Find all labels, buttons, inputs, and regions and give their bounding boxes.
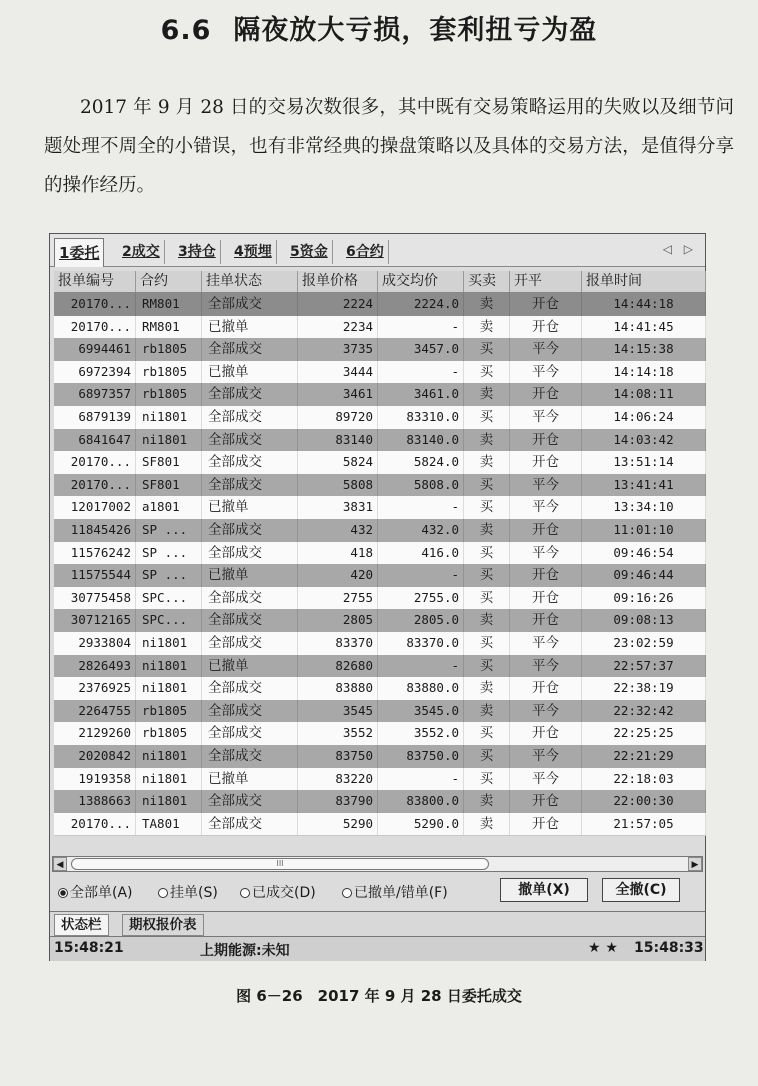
order-time-cell: 13:34:10 — [582, 496, 706, 519]
side-cell: 买 — [464, 361, 510, 384]
order-price-cell: 420 — [298, 564, 378, 587]
order-id-cell: 30775458 — [54, 587, 136, 610]
side-cell: 卖 — [464, 677, 510, 700]
side-cell: 买 — [464, 768, 510, 791]
order-id-cell: 2933804 — [54, 632, 136, 655]
order-time-cell: 22:18:03 — [582, 768, 706, 791]
status-cell: 全部成交 — [202, 406, 298, 429]
scroll-left-icon[interactable]: ◀ — [53, 857, 67, 871]
order-id-cell: 20170... — [54, 451, 136, 474]
side-cell: 卖 — [464, 790, 510, 813]
status-cell: 全部成交 — [202, 519, 298, 542]
order-price-cell: 2224 — [298, 293, 378, 316]
contract-cell: RM801 — [136, 293, 202, 316]
open-close-cell: 平今 — [510, 768, 582, 791]
order-id-cell: 2826493 — [54, 655, 136, 678]
order-price-cell: 2755 — [298, 587, 378, 610]
avg-price-cell: 83140.0 — [378, 429, 464, 452]
contract-cell: ni1801 — [136, 655, 202, 678]
order-price-cell: 83790 — [298, 790, 378, 813]
tab-scroll-arrows-icon[interactable]: ◁ ▷ — [662, 242, 697, 256]
order-price-cell: 3552 — [298, 722, 378, 745]
table-row[interactable] — [54, 632, 706, 656]
contract-cell: a1801 — [136, 496, 202, 519]
avg-price-cell: 2805.0 — [378, 609, 464, 632]
order-price-cell: 5290 — [298, 813, 378, 836]
order-time-cell: 14:06:24 — [582, 406, 706, 429]
order-time-cell: 14:41:45 — [582, 316, 706, 339]
status-cell: 全部成交 — [202, 451, 298, 474]
order-time-cell: 21:57:05 — [582, 813, 706, 836]
table-row[interactable] — [54, 677, 706, 701]
col-open-close[interactable]: 开平 — [510, 271, 582, 292]
status-cell: 全部成交 — [202, 677, 298, 700]
status-cell: 全部成交 — [202, 429, 298, 452]
avg-price-cell: 5824.0 — [378, 451, 464, 474]
order-time-cell: 23:02:59 — [582, 632, 706, 655]
open-close-cell: 开仓 — [510, 429, 582, 452]
contract-cell: ni1801 — [136, 768, 202, 791]
table-row[interactable] — [54, 587, 706, 611]
contract-cell: ni1801 — [136, 745, 202, 768]
contract-cell: rb1805 — [136, 700, 202, 723]
order-price-cell: 3831 — [298, 496, 378, 519]
table-header — [54, 271, 706, 293]
col-order-price[interactable]: 报单价格 — [298, 271, 378, 292]
avg-price-cell: 83750.0 — [378, 745, 464, 768]
radio-icon — [240, 888, 250, 898]
contract-cell: ni1801 — [136, 632, 202, 655]
avg-price-cell: 3457.0 — [378, 338, 464, 361]
status-bar — [50, 936, 705, 961]
contract-cell: ni1801 — [136, 429, 202, 452]
order-price-cell: 3444 — [298, 361, 378, 384]
order-id-cell: 20170... — [54, 474, 136, 497]
table-row[interactable] — [54, 338, 706, 362]
order-price-cell: 89720 — [298, 406, 378, 429]
status-time-left: 15:48:21 — [54, 940, 124, 956]
contract-cell: RM801 — [136, 316, 202, 339]
status-time-right: 15:48:33 — [634, 940, 704, 956]
side-cell: 卖 — [464, 429, 510, 452]
order-price-cell: 5824 — [298, 451, 378, 474]
contract-cell: ni1801 — [136, 790, 202, 813]
contract-cell: SF801 — [136, 451, 202, 474]
avg-price-cell: 432.0 — [378, 519, 464, 542]
side-cell: 买 — [464, 587, 510, 610]
avg-price-cell: - — [378, 496, 464, 519]
status-cell: 全部成交 — [202, 587, 298, 610]
order-id-cell: 2376925 — [54, 677, 136, 700]
order-id-cell: 1388663 — [54, 790, 136, 813]
side-cell: 买 — [464, 655, 510, 678]
filter-all-label: 全部单(A) — [70, 885, 133, 901]
order-time-cell: 11:01:10 — [582, 519, 706, 542]
radio-checked-icon — [58, 888, 68, 898]
contract-cell: SPC... — [136, 587, 202, 610]
order-price-cell: 83880 — [298, 677, 378, 700]
side-cell: 买 — [464, 474, 510, 497]
contract-cell: TA801 — [136, 813, 202, 836]
tab-trades[interactable]: 2成交 — [118, 240, 165, 264]
order-id-cell: 12017002 — [54, 496, 136, 519]
contract-cell: rb1805 — [136, 383, 202, 406]
avg-price-cell: 416.0 — [378, 542, 464, 565]
table-row[interactable] — [54, 429, 706, 453]
side-cell: 买 — [464, 722, 510, 745]
open-close-cell: 开仓 — [510, 677, 582, 700]
order-time-cell: 09:08:13 — [582, 609, 706, 632]
status-cell: 全部成交 — [202, 700, 298, 723]
contract-cell: SP ... — [136, 542, 202, 565]
open-close-cell: 开仓 — [510, 790, 582, 813]
avg-price-cell: 83800.0 — [378, 790, 464, 813]
order-time-cell: 09:16:26 — [582, 587, 706, 610]
scroll-right-icon[interactable]: ▶ — [688, 857, 702, 871]
table-row[interactable] — [54, 496, 706, 520]
intro-text: 2017 年 9 月 28 日的交易次数很多，其中既有交易策略运用的失败以及细节问题处理不周全的小错误，也有非常经典的操盘策略以及具体的交易方法，是值得分享的操作经历。 — [44, 97, 734, 196]
intro-paragraph — [44, 88, 734, 205]
status-cell: 已撤单 — [202, 768, 298, 791]
col-status[interactable]: 挂单状态 — [202, 271, 298, 292]
open-close-cell: 平今 — [510, 655, 582, 678]
table-row[interactable] — [54, 383, 706, 407]
side-cell: 卖 — [464, 293, 510, 316]
status-cell: 全部成交 — [202, 745, 298, 768]
avg-price-cell: 5808.0 — [378, 474, 464, 497]
avg-price-cell: 2224.0 — [378, 293, 464, 316]
avg-price-cell: - — [378, 316, 464, 339]
open-close-cell: 开仓 — [510, 722, 582, 745]
status-cell: 已撤单 — [202, 316, 298, 339]
contract-cell: SF801 — [136, 474, 202, 497]
side-cell: 卖 — [464, 519, 510, 542]
side-cell: 卖 — [464, 700, 510, 723]
side-cell: 买 — [464, 406, 510, 429]
status-data-source: 上期能源:未知 — [200, 943, 290, 959]
status-star-icon: ★ ★ — [588, 940, 618, 956]
status-cell: 全部成交 — [202, 813, 298, 836]
status-cell: 全部成交 — [202, 722, 298, 745]
order-price-cell: 418 — [298, 542, 378, 565]
open-close-cell: 开仓 — [510, 813, 582, 836]
avg-price-cell: 2755.0 — [378, 587, 464, 610]
status-cell: 已撤单 — [202, 655, 298, 678]
tab-orders[interactable]: 1委托 — [54, 238, 104, 267]
table-row[interactable] — [54, 790, 706, 814]
filter-all-radio[interactable] — [58, 882, 133, 902]
table-row[interactable] — [54, 293, 706, 317]
order-time-cell: 09:46:44 — [582, 564, 706, 587]
order-id-cell: 6897357 — [54, 383, 136, 406]
order-time-cell: 22:25:25 — [582, 722, 706, 745]
status-cell: 全部成交 — [202, 790, 298, 813]
side-cell: 卖 — [464, 609, 510, 632]
filter-pending-label: 挂单(S) — [170, 885, 218, 901]
avg-price-cell: 83310.0 — [378, 406, 464, 429]
tab-preorders[interactable]: 4预埋 — [230, 240, 277, 264]
order-price-cell: 83370 — [298, 632, 378, 655]
col-order-id[interactable]: 报单编号 — [54, 271, 136, 292]
open-close-cell: 平今 — [510, 338, 582, 361]
scroll-thumb[interactable]: III — [71, 858, 489, 870]
status-cell: 全部成交 — [202, 474, 298, 497]
open-close-cell: 开仓 — [510, 451, 582, 474]
tab-contracts[interactable]: 6合约 — [342, 240, 389, 264]
open-close-cell: 平今 — [510, 474, 582, 497]
order-id-cell: 6994461 — [54, 338, 136, 361]
bottom-tab-bar — [50, 911, 705, 936]
radio-icon — [342, 888, 352, 898]
order-id-cell: 11576242 — [54, 542, 136, 565]
order-price-cell: 83140 — [298, 429, 378, 452]
order-price-cell: 3461 — [298, 383, 378, 406]
open-close-cell: 开仓 — [510, 609, 582, 632]
status-cell: 全部成交 — [202, 383, 298, 406]
table-row[interactable] — [54, 768, 706, 792]
status-cell: 全部成交 — [202, 293, 298, 316]
col-avg-price[interactable]: 成交均价 — [378, 271, 464, 292]
status-cell: 已撤单 — [202, 564, 298, 587]
open-close-cell: 平今 — [510, 361, 582, 384]
order-price-cell: 3735 — [298, 338, 378, 361]
avg-price-cell: - — [378, 564, 464, 587]
order-time-cell: 22:38:19 — [582, 677, 706, 700]
order-time-cell: 22:32:42 — [582, 700, 706, 723]
order-time-cell: 13:41:41 — [582, 474, 706, 497]
order-time-cell: 13:51:14 — [582, 451, 706, 474]
tab-status-bar[interactable]: 状态栏 — [54, 914, 109, 936]
status-cell: 已撤单 — [202, 496, 298, 519]
avg-price-cell: 3545.0 — [378, 700, 464, 723]
side-cell: 卖 — [464, 383, 510, 406]
col-contract[interactable]: 合约 — [136, 271, 202, 292]
status-cell: 已撤单 — [202, 361, 298, 384]
orders-table — [54, 271, 706, 1086]
figure-caption: 图 6－26 2017 年 9 月 28 日委托成交 — [236, 987, 522, 1005]
table-row[interactable] — [54, 813, 706, 837]
table-row[interactable] — [54, 474, 706, 498]
status-cell: 全部成交 — [202, 542, 298, 565]
table-row[interactable] — [54, 655, 706, 679]
cancel-order-button[interactable]: 撤单(X) — [500, 878, 588, 902]
section-title — [0, 8, 758, 47]
col-side[interactable]: 买卖 — [464, 271, 510, 292]
order-id-cell: 2264755 — [54, 700, 136, 723]
order-time-cell: 22:21:29 — [582, 745, 706, 768]
order-id-cell: 6841647 — [54, 429, 136, 452]
filter-cancelled-radio[interactable] — [342, 882, 448, 902]
side-cell: 买 — [464, 338, 510, 361]
order-id-cell: 20170... — [54, 813, 136, 836]
order-price-cell: 3545 — [298, 700, 378, 723]
horizontal-scrollbar[interactable] — [52, 856, 703, 872]
order-id-cell: 2129260 — [54, 722, 136, 745]
side-cell: 卖 — [464, 316, 510, 339]
order-price-cell: 432 — [298, 519, 378, 542]
order-time-cell: 14:03:42 — [582, 429, 706, 452]
table-row[interactable] — [54, 542, 706, 566]
cancel-all-button[interactable]: 全撤(C) — [602, 878, 680, 902]
order-id-cell: 20170... — [54, 316, 136, 339]
avg-price-cell: 83880.0 — [378, 677, 464, 700]
order-id-cell: 11575544 — [54, 564, 136, 587]
order-time-cell: 14:15:38 — [582, 338, 706, 361]
order-price-cell: 2805 — [298, 609, 378, 632]
status-cell: 全部成交 — [202, 609, 298, 632]
order-id-cell: 20170... — [54, 293, 136, 316]
table-row[interactable] — [54, 609, 706, 633]
order-id-cell: 1919358 — [54, 768, 136, 791]
contract-cell: rb1805 — [136, 722, 202, 745]
avg-price-cell: 5290.0 — [378, 813, 464, 836]
open-close-cell: 开仓 — [510, 383, 582, 406]
contract-cell: SP ... — [136, 564, 202, 587]
side-cell: 卖 — [464, 813, 510, 836]
tab-funds[interactable]: 5资金 — [286, 240, 333, 264]
side-cell: 买 — [464, 564, 510, 587]
filter-filled-label: 已成交(D) — [252, 885, 316, 901]
avg-price-cell: 3552.0 — [378, 722, 464, 745]
avg-price-cell: - — [378, 655, 464, 678]
table-row[interactable] — [54, 316, 706, 340]
order-price-cell: 83220 — [298, 768, 378, 791]
contract-cell: ni1801 — [136, 406, 202, 429]
open-close-cell: 平今 — [510, 632, 582, 655]
side-cell: 卖 — [464, 451, 510, 474]
order-price-cell: 83750 — [298, 745, 378, 768]
side-cell: 买 — [464, 632, 510, 655]
order-id-cell: 6972394 — [54, 361, 136, 384]
table-row[interactable] — [54, 406, 706, 430]
order-price-cell: 5808 — [298, 474, 378, 497]
filter-filled-radio[interactable] — [240, 882, 316, 902]
contract-cell: SPC... — [136, 609, 202, 632]
trading-window — [49, 233, 706, 961]
avg-price-cell: 3461.0 — [378, 383, 464, 406]
order-time-cell: 14:44:18 — [582, 293, 706, 316]
order-id-cell: 2020842 — [54, 745, 136, 768]
order-id-cell: 30712165 — [54, 609, 136, 632]
side-cell: 买 — [464, 745, 510, 768]
tab-positions[interactable]: 3持仓 — [174, 240, 221, 264]
order-id-cell: 11845426 — [54, 519, 136, 542]
table-row[interactable] — [54, 745, 706, 769]
tab-option-quotes[interactable]: 期权报价表 — [122, 914, 204, 936]
avg-price-cell: 83370.0 — [378, 632, 464, 655]
open-close-cell: 平今 — [510, 745, 582, 768]
avg-price-cell: - — [378, 768, 464, 791]
table-row[interactable] — [54, 451, 706, 475]
order-filter-bar — [54, 878, 704, 904]
status-cell: 全部成交 — [202, 632, 298, 655]
side-cell: 买 — [464, 542, 510, 565]
open-close-cell: 开仓 — [510, 316, 582, 339]
col-order-time[interactable]: 报单时间 — [582, 271, 706, 292]
order-price-cell: 82680 — [298, 655, 378, 678]
open-close-cell: 开仓 — [510, 564, 582, 587]
top-tab-bar — [50, 234, 705, 267]
contract-cell: SP ... — [136, 519, 202, 542]
open-close-cell: 开仓 — [510, 587, 582, 610]
contract-cell: rb1805 — [136, 338, 202, 361]
filter-pending-radio[interactable] — [158, 882, 218, 902]
order-time-cell: 22:00:30 — [582, 790, 706, 813]
table-row[interactable] — [54, 700, 706, 724]
open-close-cell: 平今 — [510, 406, 582, 429]
open-close-cell: 平今 — [510, 542, 582, 565]
filter-cancelled-label: 已撤单/错单(F) — [354, 885, 448, 901]
radio-icon — [158, 888, 168, 898]
status-cell: 全部成交 — [202, 338, 298, 361]
side-cell: 买 — [464, 496, 510, 519]
table-row[interactable] — [54, 519, 706, 543]
table-row[interactable] — [54, 722, 706, 746]
open-close-cell: 开仓 — [510, 519, 582, 542]
avg-price-cell: - — [378, 361, 464, 384]
open-close-cell: 开仓 — [510, 293, 582, 316]
order-time-cell: 14:14:18 — [582, 361, 706, 384]
open-close-cell: 平今 — [510, 496, 582, 519]
order-time-cell: 22:57:37 — [582, 655, 706, 678]
order-price-cell: 2234 — [298, 316, 378, 339]
order-id-cell: 6879139 — [54, 406, 136, 429]
order-time-cell: 09:46:54 — [582, 542, 706, 565]
section-heading: 隔夜放大亏损，套利扭亏为盈 — [233, 15, 598, 46]
table-row[interactable] — [54, 564, 706, 588]
order-time-cell: 14:08:11 — [582, 383, 706, 406]
section-number: 6.6 — [160, 15, 212, 46]
contract-cell: ni1801 — [136, 677, 202, 700]
contract-cell: rb1805 — [136, 361, 202, 384]
open-close-cell: 平今 — [510, 700, 582, 723]
table-row[interactable] — [54, 361, 706, 385]
